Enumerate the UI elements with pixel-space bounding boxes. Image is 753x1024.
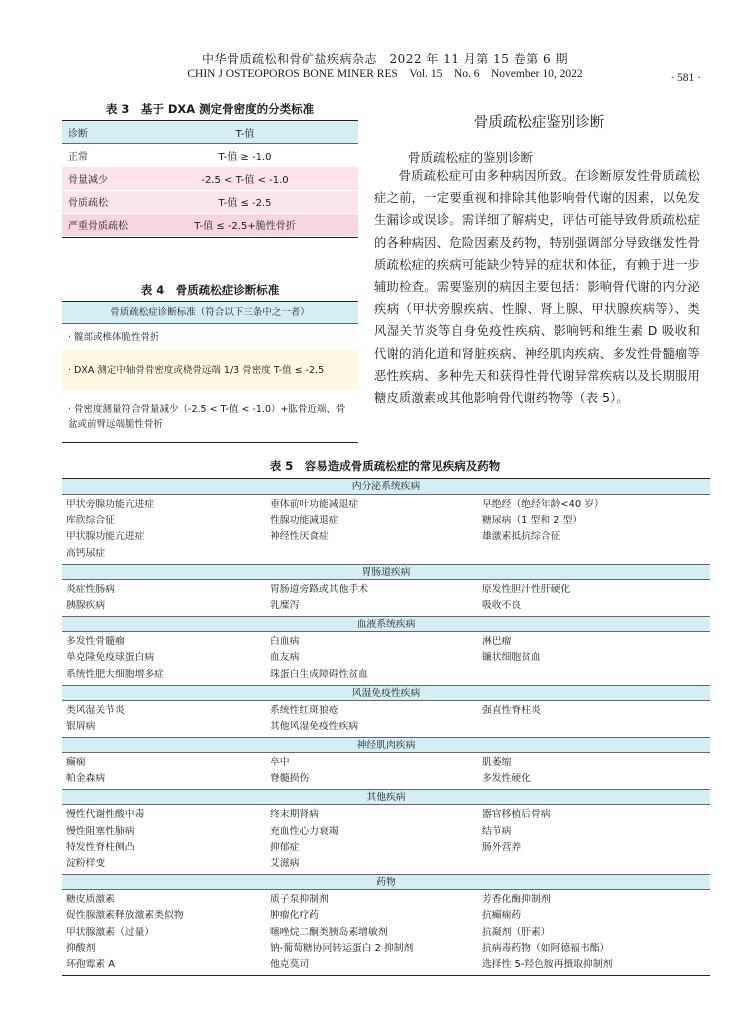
table-cell: 癫痫 [66, 757, 86, 769]
table-row [62, 513, 710, 529]
section-title: 骨质疏松症鉴别诊断 [473, 115, 605, 131]
table-cell: 噻唑烷二酮类胰岛素增敏剂 [270, 926, 388, 938]
table5-group [62, 890, 710, 975]
table-cell: 垂体前叶功能减退症 [270, 499, 359, 510]
table-cell: 高钙尿症 [66, 547, 106, 559]
table-row [62, 703, 710, 719]
table-cell: 多发性硬化 [482, 773, 531, 785]
table3 [62, 120, 358, 238]
table5-category-header: 血液系统疾病 [62, 616, 710, 632]
table-row [62, 840, 710, 856]
table-cell: 选择性 5-羟色胺再摄取抑制剂 [482, 958, 613, 970]
table-row [62, 908, 710, 924]
table-row [62, 807, 710, 823]
table5-category-header: 风湿免疫性疾病 [62, 685, 710, 701]
table-cell: 充血性心力衰竭 [270, 825, 339, 837]
table-cell: 淀粉样变 [66, 858, 106, 869]
table-cell: 强直性脊柱炎 [482, 704, 541, 716]
table4-item: · 髋部或椎体脆性骨折 [62, 324, 358, 350]
table-cell [482, 667, 710, 683]
table-row [62, 144, 358, 167]
table-row [62, 941, 710, 957]
table3-header-tscore: T-值 [235, 128, 255, 140]
table-cell: 糖尿病（1 型和 2 型） [482, 515, 583, 527]
table5-category-header: 其他疾病 [62, 789, 710, 805]
table-row [62, 214, 358, 237]
table4-item: · 骨密度测量符合骨量减少（-2.5 < T-值 < -1.0）+肱骨近端、骨盆或前臂远端脆性骨折 [62, 390, 358, 442]
table5 [62, 478, 710, 976]
table5-category-header: 药物 [62, 874, 710, 890]
table-cell: 骨质疏松 [68, 198, 108, 210]
table-row [62, 667, 710, 683]
table-cell: -2.5 < T-值 < -1.0 [201, 174, 289, 186]
table-cell: 脊髓损伤 [270, 773, 310, 785]
table-cell: 卒中 [270, 757, 290, 769]
table-cell: 质子泵抑制剂 [270, 894, 329, 906]
table-row [62, 892, 710, 908]
table-cell: 骨量减少 [68, 174, 108, 186]
table5-group [62, 753, 710, 789]
table-cell: 珠蛋白生成障碍性贫血 [270, 668, 368, 680]
table5-group [62, 580, 710, 616]
table4-header: 骨质疏松症诊断标准（符合以下三条中之一者） [62, 302, 358, 324]
table-row [62, 824, 710, 840]
table-cell: 甲状腺功能亢进症 [66, 531, 145, 543]
table-row [62, 856, 710, 872]
table5-group [62, 495, 710, 564]
table-cell: 吸收不良 [482, 599, 522, 611]
table-row [62, 719, 710, 735]
table-cell: 系统性红斑狼疮 [270, 704, 339, 716]
table-row [62, 771, 710, 787]
table3-header-row [62, 121, 358, 144]
table-cell: 环孢霉素 A [66, 958, 116, 970]
table-cell: 白血病 [270, 636, 300, 648]
table-row [62, 957, 710, 973]
table-cell: 慢性阻塞性肺病 [66, 825, 135, 837]
table-cell: 终末期肾病 [270, 809, 319, 821]
journal-title-cn: 中华骨质疏松和骨矿盐疾病杂志 2022 年 11 月第 15 卷第 6 期 [202, 52, 568, 66]
table-cell [482, 546, 710, 562]
table-cell: 镰状细胞贫血 [482, 652, 541, 664]
table-row [62, 755, 710, 771]
table-cell: 性腺功能减退症 [270, 515, 339, 527]
table-row [62, 191, 358, 214]
table-cell: 其他风湿免疫性疾病 [270, 720, 359, 732]
table5-group [62, 805, 710, 874]
table5-category-header: 内分泌系统疾病 [62, 479, 710, 495]
table5-category-header: 胃肠道疾病 [62, 564, 710, 580]
table-row [62, 582, 710, 598]
table-cell: 正常 [68, 151, 88, 163]
table-cell: 促性腺激素释放激素类似物 [66, 910, 184, 922]
table-cell: 多发性骨髓瘤 [66, 636, 125, 648]
table5-group [62, 632, 710, 685]
table-cell: 单克隆免疫球蛋白病 [66, 652, 155, 664]
table5-caption: 表 5 容易造成骨质疏松症的常见疾病及药物 [269, 459, 501, 473]
table-cell: 肌萎缩 [482, 757, 512, 769]
table-cell: 系统性肥大细胞增多症 [66, 668, 164, 680]
table-cell: 雄激素抵抗综合征 [482, 531, 561, 543]
page-number: · 581 · [670, 72, 701, 84]
table-row [62, 529, 710, 545]
table-cell: 抑酸剂 [66, 942, 96, 954]
table-cell: 他克莫司 [270, 958, 310, 970]
table-cell: 糖皮质激素 [66, 894, 115, 906]
table-cell: 类风湿关节炎 [66, 704, 125, 716]
table3-header-diagnosis: 诊断 [68, 128, 88, 140]
journal-header [60, 52, 710, 82]
table-cell: 淋巴瘤 [482, 636, 512, 648]
table-row [62, 546, 710, 562]
table-cell [270, 546, 482, 562]
table-cell: 肠外营养 [482, 841, 522, 853]
table-cell: 严重骨质疏松 [68, 221, 128, 233]
table5-group [62, 701, 710, 737]
table-cell: 肿瘤化疗药 [270, 910, 319, 922]
table-row [62, 167, 358, 190]
section-paragraph: 骨质疏松症可由多种病因所致。在诊断原发性骨质疏松症之前，一定要重视和排除其他影响骨代谢的因素，以免发生漏诊或误诊。需详细了解病史，评估可能导致骨质疏松症的各种病因、危险因素及药物，特别强调部分导致继发性骨质疏松症的疾病可能缺少特异的症状和体征，有赖于进一步辅助检查。需要鉴别的病因主要包括：影响骨代谢的内分泌疾病（甲状旁腺疾病、性腺、肾上腺、甲状腺疾病等）、类风湿关节炎等自身免疫性疾病、影响钙和维生素 D 吸收和代谢的消化道和肾脏疾病、神经肌肉疾病、多发性骨髓瘤等恶性疾病、多种先天和获得性骨代谢异常疾病以及长期服用糖皮质激素或其他影响骨代谢药物等（表 5）。 [374, 169, 700, 406]
table-cell: T-值 ≤ -2.5+脆性骨折 [194, 221, 296, 233]
table-cell: 甲状腺激素（过量） [66, 926, 155, 938]
table4-caption: 表 4 骨质疏松症诊断标准 [140, 283, 280, 297]
table-row [62, 598, 710, 614]
table-cell [482, 719, 710, 735]
table-cell: 器官移植后骨病 [482, 809, 551, 821]
table-cell: 早绝经（绝经年龄<40 岁） [482, 499, 604, 510]
table-cell: 银屑病 [66, 720, 96, 732]
table4-item: · DXA 测定中轴骨骨密度或桡骨远端 1/3 骨密度 T-值 ≤ -2.5 [62, 350, 358, 390]
table5-category-header: 神经肌肉疾病 [62, 737, 710, 753]
table-row [62, 497, 710, 513]
table-cell: 钠-葡萄糖协同转运蛋白 2 抑制剂 [270, 942, 414, 954]
table-cell: 炎症性肠病 [66, 583, 115, 595]
table-cell: 慢性代谢性酸中毒 [66, 809, 145, 821]
table-cell: T-值 ≥ -1.0 [218, 151, 272, 163]
table-cell: 甲状旁腺功能亢进症 [66, 499, 155, 510]
table-cell: 胃肠道旁路或其他手术 [270, 583, 368, 595]
table-row [62, 925, 710, 941]
table-cell: 乳糜泻 [270, 599, 300, 611]
section-subheading: 骨质疏松症的鉴别诊断 [408, 150, 534, 165]
table-cell: 胰腺疾病 [66, 599, 106, 611]
table-cell: 帕金森病 [66, 773, 106, 785]
table-cell: 结节病 [482, 825, 512, 837]
table-cell: 特发性脊柱侧凸 [66, 841, 135, 853]
table-cell: 神经性厌食症 [270, 531, 329, 543]
table-cell: 抗癫痫药 [482, 910, 522, 922]
table-row [62, 634, 710, 650]
journal-title-en: CHIN J OSTEOPOROS BONE MINER RES Vol. 15 No. 6 November 10, 2022 [187, 68, 583, 80]
table-cell [482, 856, 710, 872]
table-cell: 芳香化酶抑制剂 [482, 894, 551, 906]
table-cell: 抗病毒药物（如阿德福韦酯） [482, 942, 610, 954]
table4 [62, 301, 358, 443]
table-row [62, 650, 710, 666]
table3-caption: 表 3 基于 DXA 测定骨密度的分类标准 [105, 102, 315, 116]
table-cell: 艾滋病 [270, 858, 300, 869]
table-cell: 库欣综合征 [66, 515, 115, 527]
table-cell: 血友病 [270, 652, 300, 664]
table-cell: T-值 ≤ -2.5 [218, 198, 272, 210]
table-cell: 抗凝剂（肝素） [482, 926, 551, 938]
table-cell: 抑郁症 [270, 841, 300, 853]
table-cell: 原发性胆汁性肝硬化 [482, 583, 571, 595]
